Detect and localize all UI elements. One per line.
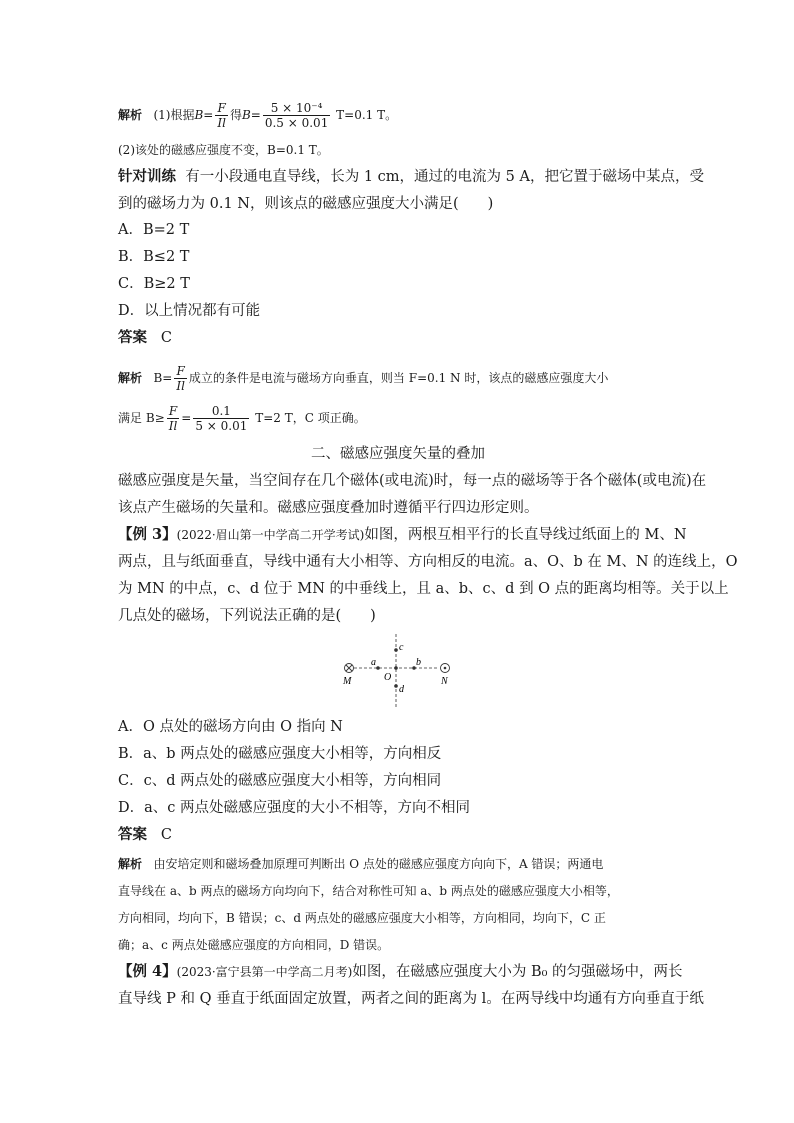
analysis-label: 解析: [118, 857, 143, 871]
label-o: O: [384, 672, 392, 683]
analysis2-line-2: 直导线在 a、b 两点的磁场方向均向下，结合对称性可知 a、b 两点处的磁感应强度大小相等，: [118, 884, 619, 898]
equals: =: [203, 108, 214, 122]
practice-label: 针对训练: [118, 168, 176, 185]
equals: =: [250, 108, 261, 122]
analysis-label: 解析: [118, 371, 143, 385]
example-source: (2022·眉山第一中学高二开学考试): [176, 528, 365, 542]
fraction-denominator: Il: [168, 419, 178, 433]
var-B: B: [241, 108, 251, 122]
fraction-F-over-Il: [215, 101, 228, 130]
fraction-numerator: 0.1: [193, 404, 249, 419]
answer-label: 答案: [118, 826, 147, 843]
section-heading: 二、磁感应强度矢量的叠加: [311, 446, 485, 462]
fraction-numeric: [263, 101, 331, 130]
solution-label: 解析: [118, 108, 143, 122]
choice-b: B．a、b 两点处的磁感应强度大小相等，方向相反: [118, 746, 442, 762]
solution-text: 得: [229, 108, 242, 122]
analysis2-line-3: 方向相同，均向下，B 错误；c、d 两点处的磁感应强度大小相等，方向相同，均向下，C 正: [118, 911, 606, 925]
fraction-denominator: 0.5 × 0.01: [264, 116, 329, 130]
choice-d: D．a、c 两点处磁感应强度的大小不相等，方向不相同: [118, 800, 470, 816]
fraction-numeric: [193, 404, 249, 433]
solution-line-1: [118, 101, 397, 130]
practice-question-line-2: 到的磁场力为 0.1 N，则该点的磁感应强度大小满足( ): [118, 196, 494, 212]
var-B: B: [194, 108, 204, 122]
point-o: [394, 666, 398, 670]
answer-label: 答案: [118, 329, 147, 346]
example4-line-1: [118, 962, 683, 982]
wire-field-diagram: [338, 632, 460, 712]
fraction-denominator: 5 × 0.01: [195, 419, 248, 433]
analysis-line-2: [118, 404, 366, 433]
solution-line-2: (2)该处的磁感应强度不变，B=0.1 T。: [118, 143, 329, 157]
example-text: 如图，两根互相平行的长直导线过纸面上的 M、N: [364, 527, 687, 543]
label-n: N: [441, 676, 448, 687]
fraction-denominator: Il: [176, 379, 185, 393]
analysis-text: T=2 T，C 项正确。: [251, 411, 366, 425]
example-source: (2023·富宁县第一中学高二月考): [176, 965, 353, 979]
fraction-F-over-Il: [167, 404, 180, 433]
option-b: B．B≤2 T: [118, 249, 190, 265]
point-a: [376, 666, 380, 670]
answer-line-2: [118, 825, 172, 845]
equals: =: [181, 411, 192, 425]
fraction-numerator: F: [174, 364, 187, 379]
point-d: [394, 684, 398, 688]
analysis-text: 由安培定则和磁场叠加原理可判断出 O 点处的磁感应强度方向向下，A 错误；两通电: [153, 857, 604, 871]
example3-line-3: 为 MN 的中点，c、d 位于 MN 的中垂线上，且 a、b、c、d 到 O 点的距离均相等。关于以上: [118, 581, 729, 597]
label-d: d: [399, 684, 404, 695]
example-label: 【例 4】: [118, 963, 177, 980]
practice-question-line-1: [118, 167, 704, 187]
paragraph-line-1: 磁感应强度是矢量，当空间存在几个磁体(或电流)时，每一点的磁场等于各个磁体(或电流)在: [118, 473, 707, 489]
fraction-numerator: F: [215, 101, 228, 116]
analysis2-line-1: [118, 854, 603, 874]
label-a: a: [371, 657, 376, 668]
analysis2-line-4: 确；a、c 两点处磁感应强度的方向相同，D 错误。: [118, 938, 390, 952]
fraction-numerator: F: [167, 404, 180, 419]
label-m: M: [343, 676, 352, 687]
analysis-text: B=: [153, 371, 173, 385]
option-c: C．B≥2 T: [118, 276, 190, 292]
choice-c: C．c、d 两点处的磁感应强度大小相等，方向相同: [118, 773, 442, 789]
fraction-denominator: Il: [217, 116, 226, 130]
paragraph-line-2: 该点产生磁场的矢量和。磁感应强度叠加时遵循平行四边形定则。: [118, 500, 539, 516]
example-text: 如图，在磁感应强度大小为 B₀ 的匀强磁场中，两长: [352, 964, 683, 980]
wire-n-out-of-page-icon: [441, 664, 450, 673]
answer-value: C: [160, 827, 172, 843]
answer-line: [118, 328, 172, 348]
example3-line-2: 两点，且与纸面垂直，导线中通有大小相等、方向相反的电流。a、O、b 在 M、N 的连线上，O: [118, 554, 738, 570]
choice-a: A．O 点处的磁场方向由 O 指向 N: [118, 719, 343, 735]
analysis-line-1: [118, 364, 608, 393]
example-label: 【例 3】: [118, 526, 177, 543]
example3-line-1: [118, 525, 687, 545]
wire-m-into-page-icon: [345, 664, 354, 673]
analysis-text: 满足 B≥: [118, 411, 165, 425]
analysis-text: 成立的条件是电流与磁场方向垂直，则当 F=0.1 N 时，该点的磁感应强度大小: [188, 371, 609, 385]
fraction-F-over-Il: [174, 364, 187, 393]
solution-text: (1)根据: [153, 108, 195, 122]
practice-text: 有一小段通电直导线，长为 1 cm，通过的电流为 5 A，把它置于磁场中某点，受: [185, 169, 704, 185]
example4-line-2: 直导线 P 和 Q 垂直于纸面固定放置，两者之间的距离为 l。在两导线中均通有方向垂直于纸: [118, 991, 704, 1007]
label-b: b: [416, 657, 421, 668]
option-a: A．B=2 T: [118, 222, 190, 238]
option-d: D．以上情况都有可能: [118, 303, 261, 319]
point-c: [394, 648, 398, 652]
solution-result: T=0.1 T。: [332, 108, 398, 122]
label-c: c: [399, 642, 404, 653]
example3-line-4: 几点处的磁场，下列说法正确的是( ): [118, 608, 376, 624]
answer-value: C: [160, 330, 172, 346]
fraction-numerator: 5 × 10⁻⁴: [263, 101, 331, 116]
